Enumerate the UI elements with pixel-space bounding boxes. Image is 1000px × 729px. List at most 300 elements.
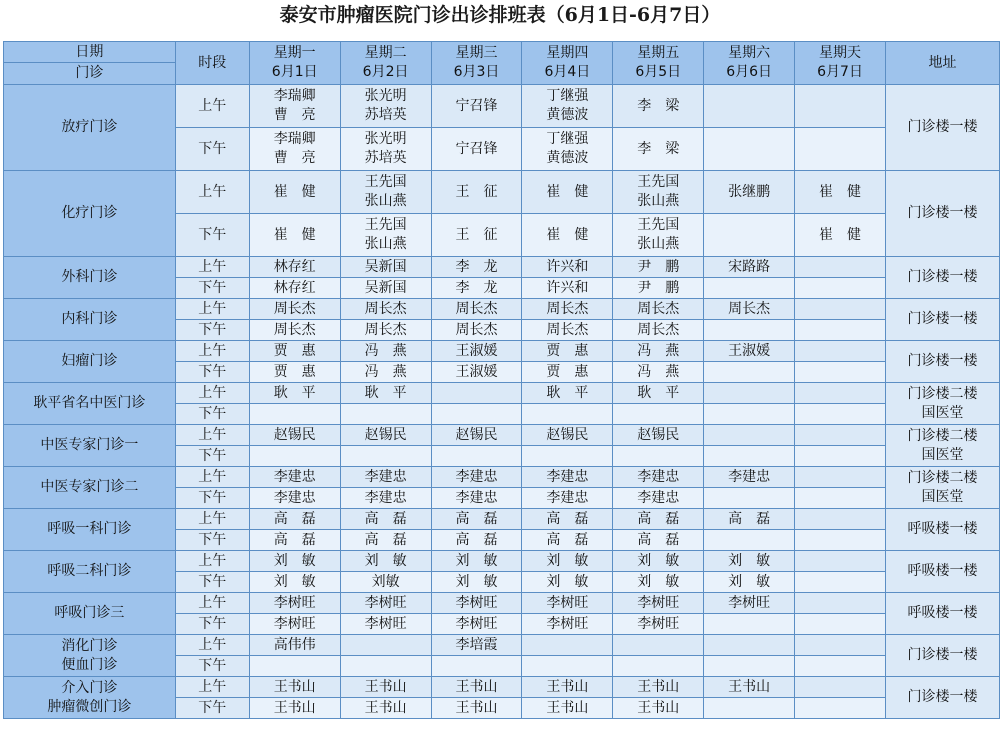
doctor-cell (795, 341, 886, 362)
doctor-cell (249, 383, 340, 404)
doctor-name: 张光明 (364, 88, 407, 104)
doctor-cell (249, 320, 340, 341)
address-cell (885, 425, 999, 467)
date-label: 6月2日 (362, 64, 409, 80)
doctor-cell (704, 383, 795, 404)
doctor-name: 周长杰 (637, 300, 680, 317)
doctor-cell (522, 362, 613, 383)
doctor-cell (249, 572, 340, 593)
address-cell (885, 593, 999, 635)
doctor-name: 李树旺 (637, 594, 680, 611)
header-row (4, 42, 1000, 85)
period-cell: 上午 (175, 257, 249, 278)
doctor-cell (613, 677, 704, 698)
doctor-name: 高 磊 (455, 531, 498, 548)
doctor-cell (613, 278, 704, 299)
doctor-cell (522, 446, 613, 467)
period-cell: 上午 (175, 383, 249, 404)
doctor-name: 王淑媛 (455, 342, 498, 359)
day-header (340, 42, 431, 85)
doctor-cell (613, 383, 704, 404)
clinic-row (4, 425, 1000, 446)
doctor-cell (431, 85, 522, 128)
doctor-name: 李建忠 (637, 468, 680, 485)
clinic-row (4, 85, 1000, 128)
doctor-cell (249, 656, 340, 677)
clinic-name-cell (4, 383, 176, 425)
clinic-row (4, 677, 1000, 698)
period-cell: 上午 (175, 593, 249, 614)
doctor-name: 李瑞卿 (273, 131, 316, 147)
clinic-name: 消化门诊 (61, 637, 118, 654)
period-cell: 上午 (175, 341, 249, 362)
doctor-cell (340, 698, 431, 719)
doctor-name: 王书山 (637, 699, 680, 716)
doctor-name: 高 磊 (546, 510, 589, 527)
doctor-cell (340, 593, 431, 614)
doctor-name: 丁继强 (546, 88, 589, 104)
doctor-cell (795, 635, 886, 656)
doctor-cell (249, 509, 340, 530)
doctor-cell (340, 85, 431, 128)
clinic-name: 呼吸二科门诊 (47, 563, 132, 579)
doctor-cell (522, 341, 613, 362)
doctor-cell (795, 383, 886, 404)
doctor-cell (431, 572, 522, 593)
doctor-cell (704, 362, 795, 383)
address-cell (885, 551, 999, 593)
doctor-name: 王书山 (273, 678, 316, 695)
doctor-name: 李建忠 (273, 468, 316, 485)
doctor-name: 刘 敏 (728, 573, 771, 590)
doctor-cell (704, 509, 795, 530)
period-cell: 下午 (175, 530, 249, 551)
doctor-name: 刘 敏 (546, 573, 589, 590)
date-label: 6月3日 (453, 64, 500, 80)
doctor-cell (522, 85, 613, 128)
doctor-cell (340, 128, 431, 171)
doctor-name: 林存红 (273, 258, 316, 275)
clinic-row (4, 383, 1000, 404)
doctor-cell (340, 341, 431, 362)
period-cell: 下午 (175, 488, 249, 509)
doctor-cell (431, 278, 522, 299)
doctor-name: 李建忠 (364, 489, 407, 506)
corner-date-label: 日期 (4, 42, 175, 63)
doctor-name: 王 征 (455, 226, 498, 243)
doctor-cell (795, 656, 886, 677)
doctor-name: 高伟伟 (273, 636, 316, 653)
doctor-cell (522, 467, 613, 488)
clinic-name: 肿瘤微创门诊 (47, 698, 132, 715)
doctor-name: 冯 燕 (637, 342, 680, 359)
doctor-cell (795, 530, 886, 551)
doctor-cell (249, 128, 340, 171)
doctor-cell (249, 425, 340, 446)
clinic-name-cell (4, 635, 176, 677)
doctor-cell (522, 171, 613, 214)
doctor-cell (249, 341, 340, 362)
doctor-name: 苏培英 (364, 150, 407, 166)
doctor-cell (340, 635, 431, 656)
clinic-row (4, 257, 1000, 278)
doctor-name: 赵锡民 (637, 426, 680, 443)
doctor-name: 耿 平 (546, 384, 589, 401)
doctor-name: 李建忠 (546, 489, 589, 506)
doctor-name: 尹 鹏 (637, 279, 680, 296)
doctor-cell (431, 467, 522, 488)
doctor-cell (340, 320, 431, 341)
doctor-cell (795, 698, 886, 719)
doctor-cell (795, 85, 886, 128)
clinic-name: 放疗门诊 (61, 119, 118, 135)
doctor-cell (340, 656, 431, 677)
period-cell: 上午 (175, 635, 249, 656)
doctor-name: 宋路路 (728, 258, 771, 275)
doctor-cell (249, 299, 340, 320)
period-cell: 下午 (175, 320, 249, 341)
period-cell: 上午 (175, 299, 249, 320)
doctor-cell (522, 320, 613, 341)
doctor-name: 刘 敏 (364, 552, 407, 569)
address-text: 国医堂 (921, 488, 964, 505)
doctor-cell (704, 698, 795, 719)
doctor-cell (795, 425, 886, 446)
doctor-cell (795, 446, 886, 467)
doctor-cell (704, 593, 795, 614)
doctor-cell (795, 551, 886, 572)
doctor-name: 张继鹏 (728, 183, 771, 200)
doctor-name: 刘 敏 (546, 552, 589, 569)
doctor-name: 高 磊 (637, 531, 680, 548)
doctor-name: 黄德波 (546, 107, 589, 123)
doctor-name: 王书山 (455, 678, 498, 695)
doctor-cell (249, 214, 340, 257)
doctor-name: 刘 敏 (273, 573, 316, 590)
clinic-name: 内科门诊 (61, 311, 118, 327)
weekday-label: 星期四 (546, 45, 589, 61)
day-header (613, 42, 704, 85)
doctor-cell (249, 362, 340, 383)
clinic-name: 妇瘤门诊 (61, 353, 118, 369)
doctor-name: 李树旺 (637, 615, 680, 632)
date-label: 6月5日 (635, 64, 682, 80)
doctor-name: 李 龙 (455, 258, 498, 275)
doctor-cell (522, 257, 613, 278)
address-text: 门诊楼一楼 (907, 205, 978, 221)
doctor-cell (795, 509, 886, 530)
clinic-name-cell (4, 341, 176, 383)
doctor-cell (340, 614, 431, 635)
doctor-cell (704, 572, 795, 593)
address-text: 门诊楼一楼 (907, 119, 978, 135)
weekday-label: 星期三 (455, 45, 498, 61)
doctor-cell (431, 383, 522, 404)
doctor-cell (431, 299, 522, 320)
doctor-cell (431, 530, 522, 551)
doctor-cell (795, 593, 886, 614)
doctor-cell (431, 446, 522, 467)
doctor-cell (431, 257, 522, 278)
doctor-cell (704, 530, 795, 551)
doctor-cell (340, 572, 431, 593)
clinic-name: 呼吸门诊三 (54, 605, 125, 621)
period-cell: 下午 (175, 572, 249, 593)
doctor-cell (795, 677, 886, 698)
doctor-name: 刘 敏 (637, 573, 680, 590)
doctor-name: 李树旺 (546, 594, 589, 611)
doctor-name: 张光明 (364, 131, 407, 147)
doctor-name: 许兴和 (546, 279, 589, 296)
doctor-cell (340, 467, 431, 488)
doctor-name: 崔 健 (546, 183, 589, 200)
doctor-cell (613, 593, 704, 614)
doctor-name: 吴新国 (364, 258, 407, 275)
weekday-label: 星期一 (273, 45, 316, 61)
doctor-name: 李树旺 (364, 615, 407, 632)
address-text: 门诊楼一楼 (907, 689, 978, 705)
doctor-name: 刘 敏 (455, 552, 498, 569)
doctor-cell (431, 614, 522, 635)
address-cell (885, 677, 999, 719)
doctor-cell (340, 677, 431, 698)
doctor-name: 王先国 (364, 217, 407, 233)
doctor-cell (704, 404, 795, 425)
doctor-cell (431, 593, 522, 614)
doctor-name: 赵锡民 (273, 426, 316, 443)
period-cell: 下午 (175, 128, 249, 171)
doctor-cell (249, 551, 340, 572)
doctor-name: 李建忠 (728, 468, 771, 485)
doctor-cell (613, 530, 704, 551)
doctor-cell (522, 656, 613, 677)
period-cell: 下午 (175, 278, 249, 299)
doctor-name: 刘敏 (371, 573, 400, 590)
doctor-name: 周长杰 (728, 300, 771, 317)
doctor-name: 宁召锋 (455, 97, 498, 114)
doctor-cell (522, 488, 613, 509)
address-cell (885, 635, 999, 677)
doctor-cell (522, 383, 613, 404)
doctor-name: 高 磊 (637, 510, 680, 527)
doctor-name: 高 磊 (546, 531, 589, 548)
doctor-name: 王书山 (455, 699, 498, 716)
clinic-row (4, 299, 1000, 320)
doctor-cell (795, 404, 886, 425)
doctor-cell (340, 278, 431, 299)
doctor-cell (613, 509, 704, 530)
doctor-cell (613, 467, 704, 488)
clinic-name: 便血门诊 (61, 656, 118, 673)
doctor-cell (431, 214, 522, 257)
doctor-name: 贾 惠 (546, 363, 589, 380)
address-text: 门诊楼二楼 (907, 469, 978, 486)
doctor-name: 李 龙 (455, 279, 498, 296)
weekday-label: 星期五 (637, 45, 680, 61)
doctor-cell (431, 128, 522, 171)
doctor-name: 李建忠 (455, 489, 498, 506)
doctor-name: 贾 惠 (546, 342, 589, 359)
address-text: 呼吸楼一楼 (907, 521, 978, 537)
doctor-name: 赵锡民 (364, 426, 407, 443)
address-text: 国医堂 (921, 404, 964, 421)
period-cell: 上午 (175, 467, 249, 488)
doctor-cell (249, 171, 340, 214)
doctor-cell (704, 446, 795, 467)
doctor-cell (340, 257, 431, 278)
doctor-name: 耿 平 (273, 384, 316, 401)
doctor-cell (613, 257, 704, 278)
doctor-name: 刘 敏 (637, 552, 680, 569)
clinic-name-cell (4, 509, 176, 551)
period-cell: 上午 (175, 425, 249, 446)
doctor-cell (613, 85, 704, 128)
clinic-name-cell (4, 425, 176, 467)
doctor-cell (431, 425, 522, 446)
doctor-name: 崔 健 (546, 226, 589, 243)
clinic-row (4, 341, 1000, 362)
doctor-name: 林存红 (273, 279, 316, 296)
doctor-cell (795, 362, 886, 383)
clinic-name: 外科门诊 (61, 269, 118, 285)
doctor-name: 李建忠 (546, 468, 589, 485)
doctor-cell (249, 614, 340, 635)
doctor-name: 崔 健 (819, 226, 862, 243)
doctor-name: 王先国 (637, 174, 680, 190)
address-text: 门诊楼一楼 (907, 269, 978, 285)
doctor-name: 周长杰 (273, 300, 316, 317)
doctor-cell (340, 488, 431, 509)
clinic-name: 化疗门诊 (61, 205, 118, 221)
period-cell: 上午 (175, 551, 249, 572)
doctor-cell (249, 698, 340, 719)
doctor-cell (431, 656, 522, 677)
date-label: 6月6日 (726, 64, 773, 80)
doctor-cell (613, 572, 704, 593)
doctor-name: 王先国 (637, 217, 680, 233)
doctor-cell (795, 257, 886, 278)
doctor-cell (704, 320, 795, 341)
doctor-cell (795, 320, 886, 341)
date-label: 6月7日 (817, 64, 863, 80)
doctor-cell (431, 635, 522, 656)
clinic-name-cell (4, 677, 176, 719)
doctor-name: 王淑媛 (728, 342, 771, 359)
address-text: 呼吸楼一楼 (907, 605, 978, 621)
doctor-cell (340, 404, 431, 425)
clinic-row (4, 171, 1000, 214)
doctor-name: 王书山 (364, 678, 407, 695)
address-cell (885, 383, 999, 425)
period-cell: 上午 (175, 85, 249, 128)
doctor-cell (795, 214, 886, 257)
day-header (522, 42, 613, 85)
doctor-cell (340, 425, 431, 446)
doctor-cell (795, 488, 886, 509)
doctor-cell (340, 171, 431, 214)
doctor-cell (704, 257, 795, 278)
doctor-cell (795, 128, 886, 171)
clinic-name-cell (4, 171, 176, 257)
period-cell: 下午 (175, 698, 249, 719)
doctor-cell (249, 635, 340, 656)
page-title: 泰安市肿瘤医院门诊出诊排班表（6月1日-6月7日） (279, 4, 721, 26)
doctor-name: 周长杰 (364, 300, 407, 317)
doctor-cell (522, 128, 613, 171)
doctor-cell (249, 404, 340, 425)
doctor-name: 周长杰 (546, 300, 589, 317)
doctor-cell (704, 425, 795, 446)
address-text: 门诊楼二楼 (907, 385, 978, 402)
doctor-name: 刘 敏 (455, 573, 498, 590)
clinic-name-cell (4, 299, 176, 341)
address-text: 门诊楼二楼 (907, 427, 978, 444)
doctor-cell (249, 488, 340, 509)
doctor-cell (704, 614, 795, 635)
clinic-name-cell (4, 593, 176, 635)
schedule-table (3, 41, 1000, 719)
doctor-name: 王书山 (546, 678, 589, 695)
doctor-name: 崔 健 (273, 183, 316, 200)
doctor-cell (340, 299, 431, 320)
period-cell: 下午 (175, 446, 249, 467)
doctor-name: 高 磊 (273, 510, 316, 527)
doctor-name: 高 磊 (273, 531, 316, 548)
doctor-cell (340, 551, 431, 572)
doctor-name: 高 磊 (364, 531, 407, 548)
doctor-name: 贾 惠 (273, 363, 316, 380)
doctor-cell (522, 698, 613, 719)
doctor-cell (613, 320, 704, 341)
doctor-cell (704, 214, 795, 257)
doctor-name: 曹 亮 (273, 150, 316, 166)
doctor-name: 尹 鹏 (637, 258, 680, 275)
doctor-cell (704, 635, 795, 656)
doctor-name: 张山燕 (637, 193, 680, 209)
doctor-name: 李树旺 (364, 594, 407, 611)
date-label: 6月4日 (544, 64, 591, 80)
doctor-cell (522, 299, 613, 320)
doctor-name: 崔 健 (819, 183, 862, 200)
doctor-cell (522, 572, 613, 593)
doctor-name: 赵锡民 (455, 426, 498, 443)
doctor-name: 李 梁 (637, 97, 680, 114)
doctor-cell (431, 362, 522, 383)
doctor-name: 贾 惠 (273, 342, 316, 359)
doctor-name: 耿 平 (364, 384, 407, 401)
day-header (431, 42, 522, 85)
doctor-name: 李培霞 (455, 636, 498, 653)
doctor-cell (249, 278, 340, 299)
doctor-cell (431, 171, 522, 214)
doctor-cell (431, 341, 522, 362)
day-header (704, 42, 795, 85)
doctor-cell (249, 257, 340, 278)
doctor-cell (795, 467, 886, 488)
doctor-cell (613, 446, 704, 467)
doctor-cell (613, 404, 704, 425)
doctor-name: 王 征 (455, 183, 498, 200)
doctor-cell (522, 677, 613, 698)
doctor-name: 李树旺 (455, 615, 498, 632)
day-header (795, 42, 886, 85)
doctor-cell (795, 171, 886, 214)
period-cell: 下午 (175, 614, 249, 635)
doctor-cell (795, 614, 886, 635)
weekday-label: 星期天 (819, 45, 862, 61)
doctor-cell (613, 698, 704, 719)
doctor-cell (249, 530, 340, 551)
